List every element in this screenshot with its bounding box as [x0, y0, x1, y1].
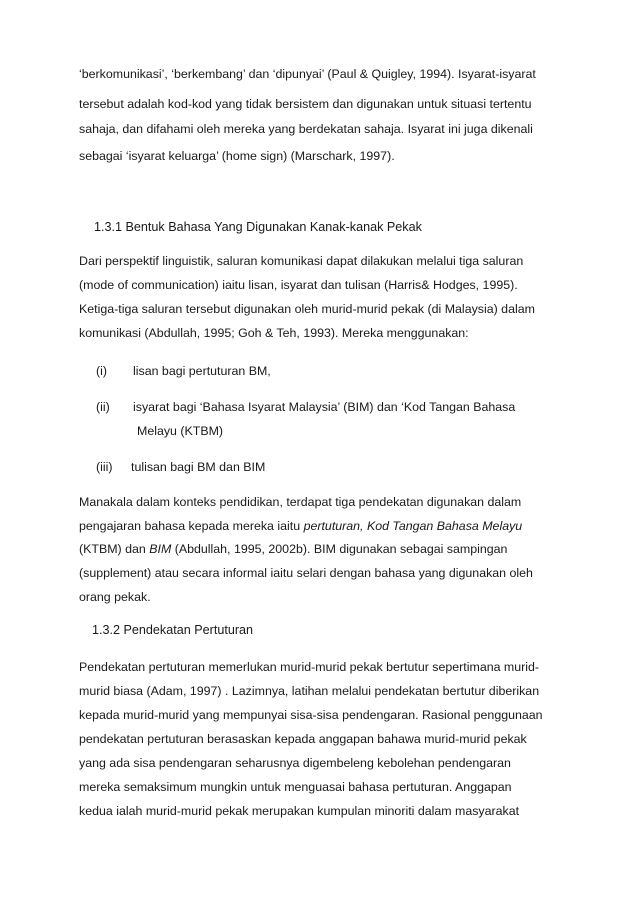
- paragraph-1-line: sahaja, dan difahami oleh mereka yang berdekatan sahaja. Isyarat ini juga dikenali: [79, 122, 533, 136]
- list-item-continuation: Melayu (KTBM): [137, 424, 224, 438]
- paragraph-1-line: tersebut adalah kod-kod yang tidak bersistem dan digunakan untuk situasi tertentu: [79, 97, 532, 111]
- paragraph-3-line: orang pekak.: [79, 590, 151, 604]
- paragraph-4-line: Pendekatan pertuturan memerlukan murid-murid pekak bertutur sepertimana murid-: [79, 660, 540, 674]
- section-heading-1-3-2: 1.3.2 Pendekatan Pertuturan: [92, 623, 254, 637]
- paragraph-4-line: murid biasa (Adam, 1997) . Lazimnya, latihan melalui pendekatan bertutur diberikan: [79, 684, 540, 698]
- paragraph-3-line: (supplement) atau secara informal iaitu selari dengan bahasa yang digunakan oleh: [79, 566, 533, 580]
- italic-text: pertuturan, Kod Tangan Bahasa Melayu: [303, 519, 523, 533]
- paragraph-2-line: Dari perspektif linguistik, saluran komunikasi dapat dilakukan melalui tiga saluran: [79, 254, 524, 268]
- list-marker: (ii): [96, 400, 110, 414]
- paragraph-4-line: kepada murid-murid yang mempunyai sisa-sisa pendengaran. Rasional penggunaan: [79, 708, 543, 722]
- plain-text: (Abdullah, 1995, 2002b). BIM digunakan sebagai sampingan: [171, 542, 508, 556]
- paragraph-3-line: [79, 541, 569, 557]
- paragraph-3-line: [79, 518, 569, 534]
- paragraph-2-line: komunikasi (Abdullah, 1995; Goh & Teh, 1993). Mereka menggunakan:: [79, 326, 469, 340]
- list-item-text: isyarat bagi ‘Bahasa Isyarat Malaysia’ (BIM) dan ‘Kod Tangan Bahasa: [133, 400, 516, 414]
- paragraph-1-line: ‘berkomunikasi’, ‘berkembang’ dan ‘dipunyai’ (Paul & Quigley, 1994). Isyarat-isyarat: [79, 67, 536, 81]
- plain-text: (KTBM) dan: [79, 542, 150, 556]
- section-heading-1-3-1: 1.3.1 Bentuk Bahasa Yang Digunakan Kanak-kanak Pekak: [94, 220, 422, 234]
- paragraph-4-line: yang ada sisa pendengaran seharusnya digembeleng kebolehan pendengaran: [79, 756, 511, 770]
- paragraph-4-line: kedua ialah murid-murid pekak merupakan kumpulan minoriti dalam masyarakat: [79, 804, 520, 818]
- italic-text: BIM: [149, 542, 172, 556]
- list-item-text: lisan bagi pertuturan BM,: [133, 364, 271, 378]
- list-item-text: tulisan bagi BM dan BIM: [131, 460, 266, 474]
- plain-text: pengajaran bahasa kepada mereka iaitu: [79, 519, 304, 533]
- paragraph-3-line: Manakala dalam konteks pendidikan, terdapat tiga pendekatan digunakan dalam: [79, 495, 522, 509]
- paragraph-4-line: pendekatan pertuturan berasaskan kepada anggapan bahawa murid-murid pekak: [79, 732, 527, 746]
- list-marker: (i): [96, 364, 108, 378]
- paragraph-4-line: mereka semaksimum mungkin untuk menguasai bahasa pertuturan. Anggapan: [79, 780, 512, 794]
- paragraph-2-line: (mode of communication) iaitu lisan, isyarat dan tulisan (Harris& Hodges, 1995).: [79, 278, 518, 292]
- list-marker: (iii): [96, 460, 113, 474]
- paragraph-2-line: Ketiga-tiga saluran tersebut digunakan oleh murid-murid pekak (di Malaysia) dalam: [79, 302, 535, 316]
- paragraph-1-line: sebagai ‘isyarat keluarga’ (home sign) (Marschark, 1997).: [79, 149, 395, 163]
